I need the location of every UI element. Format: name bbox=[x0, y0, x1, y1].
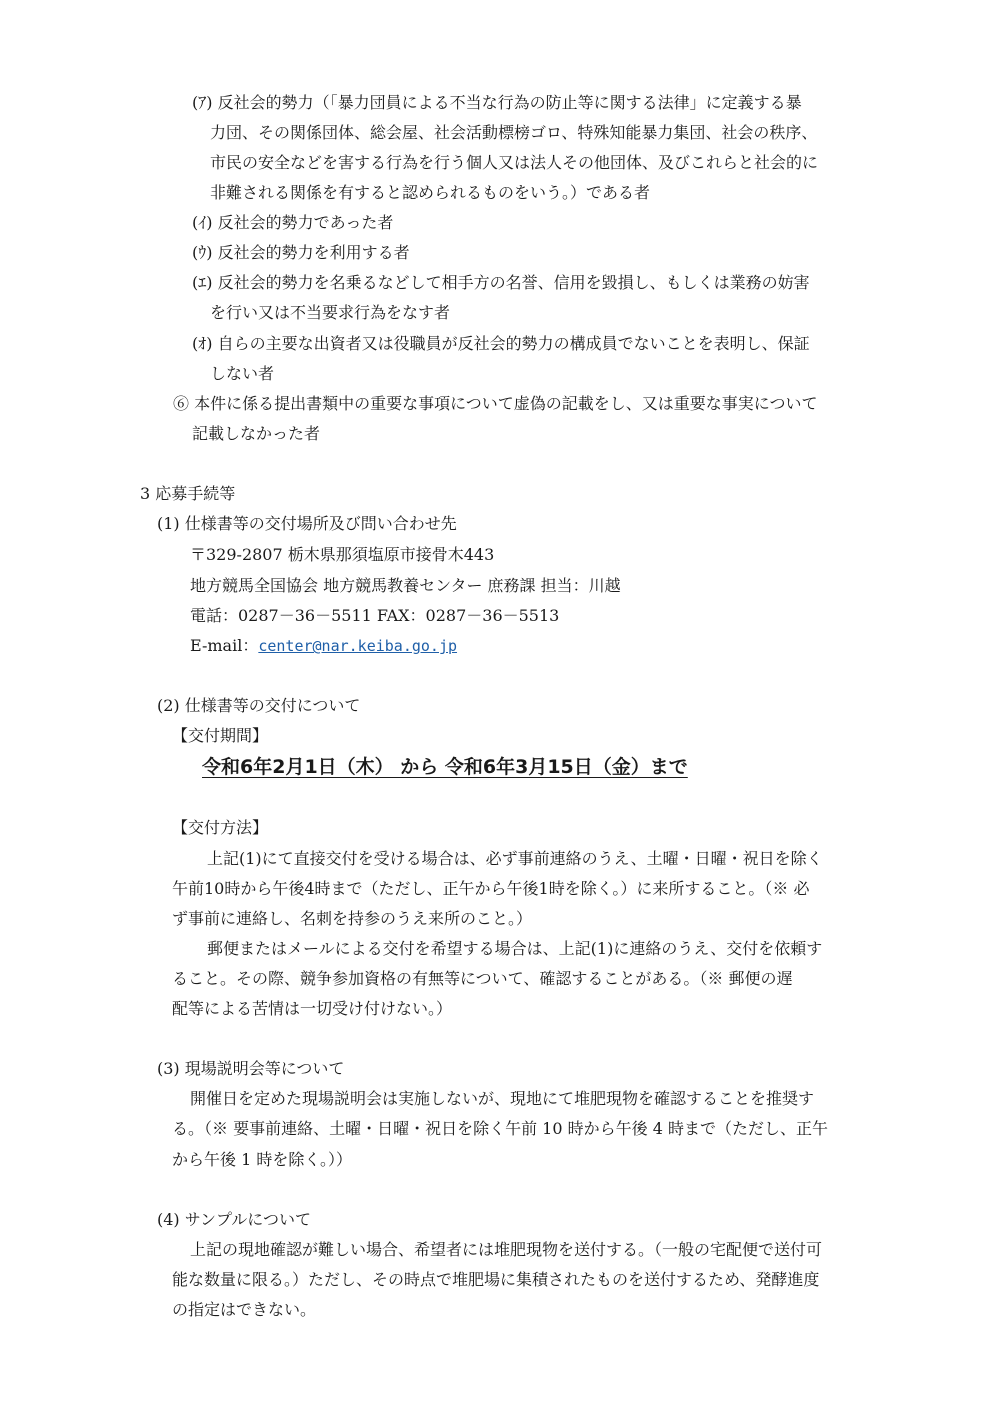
clause-d-line-1: (ｴ) 反社会的勢力を名乗るなどして相手方の名誉、信用を毀損し、もしくは業務の妨害 bbox=[192, 273, 810, 292]
sub4-line-2: 能な数量に限る。）ただし、その時点で堆肥場に集積されたものを送付するため、発酵進度 bbox=[172, 1270, 820, 1289]
sub4-line-3: の指定はできない。 bbox=[172, 1300, 317, 1319]
method-line-5: ること。その際、競争参加資格の有無等について、確認することがある。（※ 郵便の遅 bbox=[172, 969, 793, 988]
sub3-line-3: から午後 1 時を除く。）） bbox=[172, 1150, 353, 1169]
sub2-heading: (2) 仕様書等の交付について bbox=[157, 696, 361, 715]
clause-d-line-2: を行い又は不当要求行為をなす者 bbox=[210, 303, 451, 322]
sub4-line-1: 上記の現地確認が難しい場合、希望者には堆肥現物を送付する。（一般の宅配便で送付可 bbox=[190, 1240, 823, 1259]
contact-office: 地方競馬全国協会 地方競馬教養センター 庶務課 担当：川越 bbox=[190, 576, 621, 595]
sub3-line-2: る。（※ 要事前連絡、土曜・日曜・祝日を除く午前 10 時から午後 4 時まで（ただし、正午 bbox=[172, 1119, 828, 1138]
clause-b: (ｲ) 反社会的勢力であった者 bbox=[192, 213, 394, 232]
contact-phone-fax: 電話：0287－36－5511 FAX：0287－36－5513 bbox=[190, 606, 560, 625]
distribution-period: 令和6年2月1日（木） から 令和6年3月15日（金）まで bbox=[202, 756, 688, 778]
clause-a-line-1: (ｱ) 反社会的勢力（「暴力団員による不当な行為の防止等に関する法律」に定義する暴 bbox=[192, 93, 802, 112]
method-line-4: 郵便またはメールによる交付を希望する場合は、上記(1)に連絡のうえ、交付を依頼す bbox=[207, 939, 823, 958]
clause-a-line-2: 力団、その関係団体、総会屋、社会活動標榜ゴロ、特殊知能暴力集団、社会の秩序、 bbox=[210, 123, 818, 142]
clause-a-line-3: 市民の安全などを害する行為を行う個人又は法人その他団体、及びこれらと社会的に bbox=[210, 153, 819, 172]
clause-a-line-4: 非難される関係を有すると認められるものをいう。）である者 bbox=[210, 183, 651, 202]
sub4-heading: (4) サンプルについて bbox=[157, 1210, 311, 1229]
email-label: E-mail： bbox=[190, 636, 259, 655]
period-label: 【交付期間】 bbox=[172, 726, 269, 745]
clause-6-line-2: 記載しなかった者 bbox=[192, 424, 321, 443]
method-line-2: 午前10時から午後4時まで（ただし、正午から午後1時を除く。）に来所すること。（※ 必 bbox=[172, 879, 810, 898]
clause-6-line-1: ⑥ 本件に係る提出書類中の重要な事項について虚偽の記載をし、又は重要な事実について bbox=[173, 394, 818, 413]
method-label: 【交付方法】 bbox=[172, 818, 269, 837]
section-3-heading: 3 応募手続等 bbox=[140, 484, 236, 503]
sub1-heading: (1) 仕様書等の交付場所及び問い合わせ先 bbox=[157, 514, 457, 533]
method-line-1: 上記(1)にて直接交付を受ける場合は、必ず事前連絡のうえ、土曜・日曜・祝日を除く bbox=[207, 849, 823, 868]
contact-email-row bbox=[190, 635, 457, 657]
clause-e-line-1: (ｵ) 自らの主要な出資者又は役職員が反社会的勢力の構成員でないことを表明し、保証 bbox=[192, 334, 810, 353]
method-line-3: ず事前に連絡し、名刺を持参のうえ来所のこと。） bbox=[172, 909, 533, 928]
clause-c: (ｳ) 反社会的勢力を利用する者 bbox=[192, 243, 410, 262]
sub3-line-1: 開催日を定めた現場説明会は実施しないが、現地にて堆肥現物を確認することを推奨す bbox=[190, 1089, 815, 1108]
method-line-6: 配等による苦情は一切受け付けない。） bbox=[172, 999, 453, 1018]
clause-e-line-2: しない者 bbox=[210, 364, 275, 383]
contact-address: 〒329-2807 栃木県那須塩原市接骨木443 bbox=[190, 545, 495, 564]
sub3-heading: (3) 現場説明会等について bbox=[157, 1059, 345, 1078]
email-link[interactable]: center@nar.keiba.go.jp bbox=[258, 637, 458, 655]
